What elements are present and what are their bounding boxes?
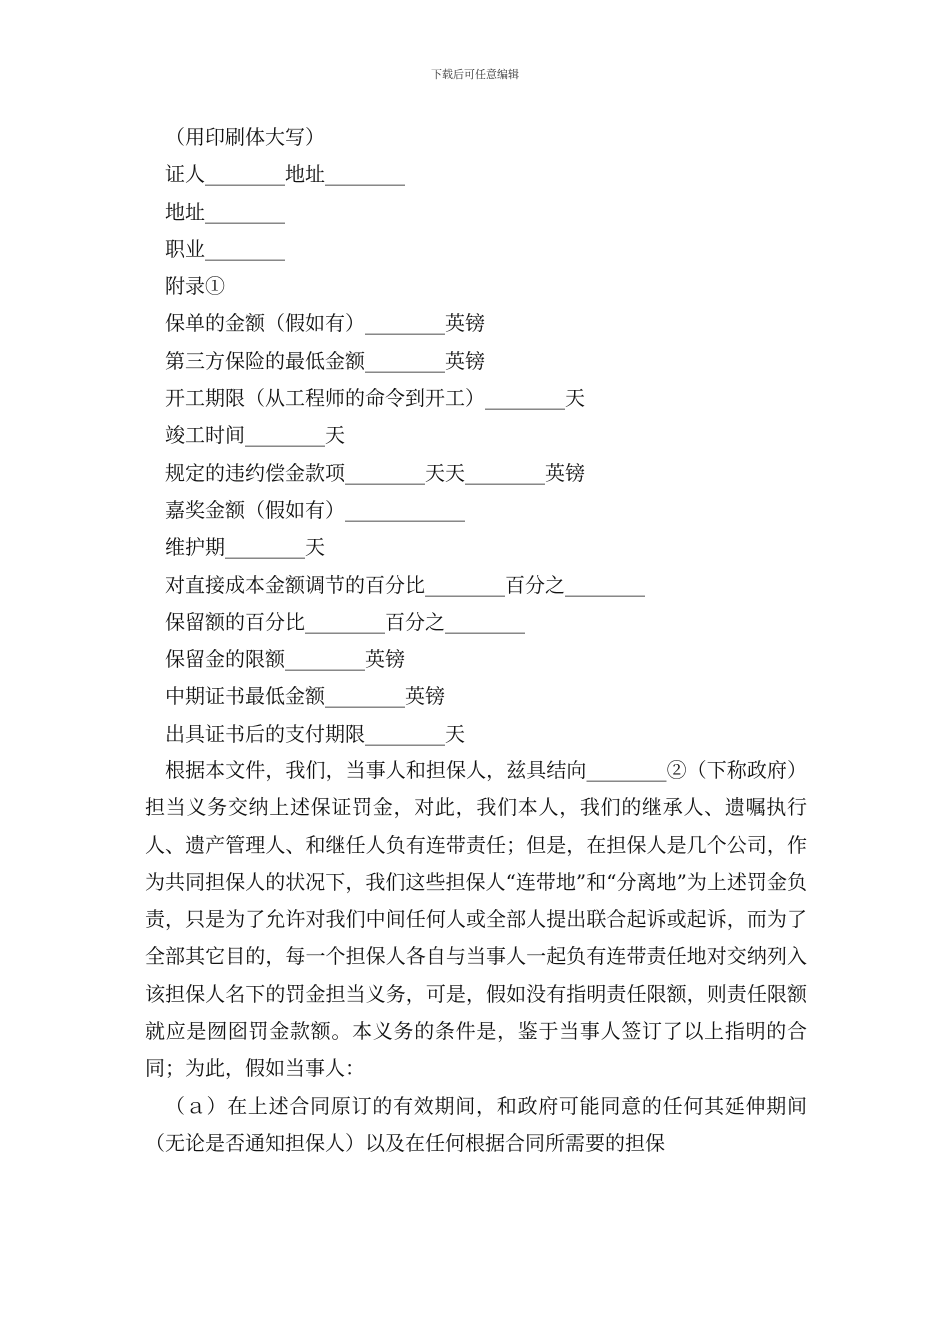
form-line: 嘉奖金额（假如有）____________	[165, 497, 465, 522]
body-text	[145, 752, 807, 1162]
form-line: 对直接成本金额调节的百分比________百分之________	[165, 572, 645, 597]
form-line: 开工期限（从工程师的命令到开工）________天	[165, 386, 585, 411]
form-line: 附录①	[165, 274, 225, 299]
form-line: 竣工时间________天	[165, 423, 345, 448]
page-header: 下载后可任意编辑	[431, 68, 519, 81]
form-line: 保留金的限额________英镑	[165, 647, 405, 672]
form-line: 中期证书最低金额________英镑	[165, 684, 445, 709]
form-line: 出具证书后的支付期限________天	[165, 721, 465, 746]
form-line: 规定的违约偿金款项________天天________英镑	[165, 460, 585, 485]
form-line: 第三方保险的最低金额________英镑	[165, 348, 485, 373]
form-line: （用印刷体大写）	[165, 125, 325, 149]
form-line: 保单的金额（假如有）________英镑	[165, 311, 485, 336]
form-line: 保留额的百分比________百分之________	[165, 609, 525, 634]
form-line: 职业________	[165, 236, 285, 261]
paragraph: （ａ）在上述合同原订的有效期间，和政府可能同意的任何其延伸期间（无论是否通知担保人）以及在任何根据合同所需要的担保	[145, 1093, 807, 1155]
form-line: 证人________地址________	[165, 162, 405, 187]
form-field-list	[165, 119, 825, 753]
form-line: 地址________	[165, 199, 285, 224]
paragraph: 根据本文件，我们，当事人和担保人，兹具结向________②（下称政府）担当义务交纳上述保证罚金，对此，我们本人，我们的继承人、遗嘱执行人、遗产管理人、和继任人负有连带责任；但是，在担保人是几个公司，作为共同担保人的状况下，我们这些担保人“连带地”和“分离地”为上述罚金负责，只是为了允许对我们中间任何人或全部人提出联合起诉或起诉，而为了全部其它目的，每一个担保人各自与当事人一起负有连带责任地对交纳列入该担保人名下的罚金担当义务，可是，假如没有指明责任限额，则责任限额就应是囫囵罚金款额。本义务的条件是，鉴于当事人签订了以上指明的合同；为此，假如当事人：	[145, 758, 807, 1081]
form-line: 维护期________天	[165, 535, 325, 560]
